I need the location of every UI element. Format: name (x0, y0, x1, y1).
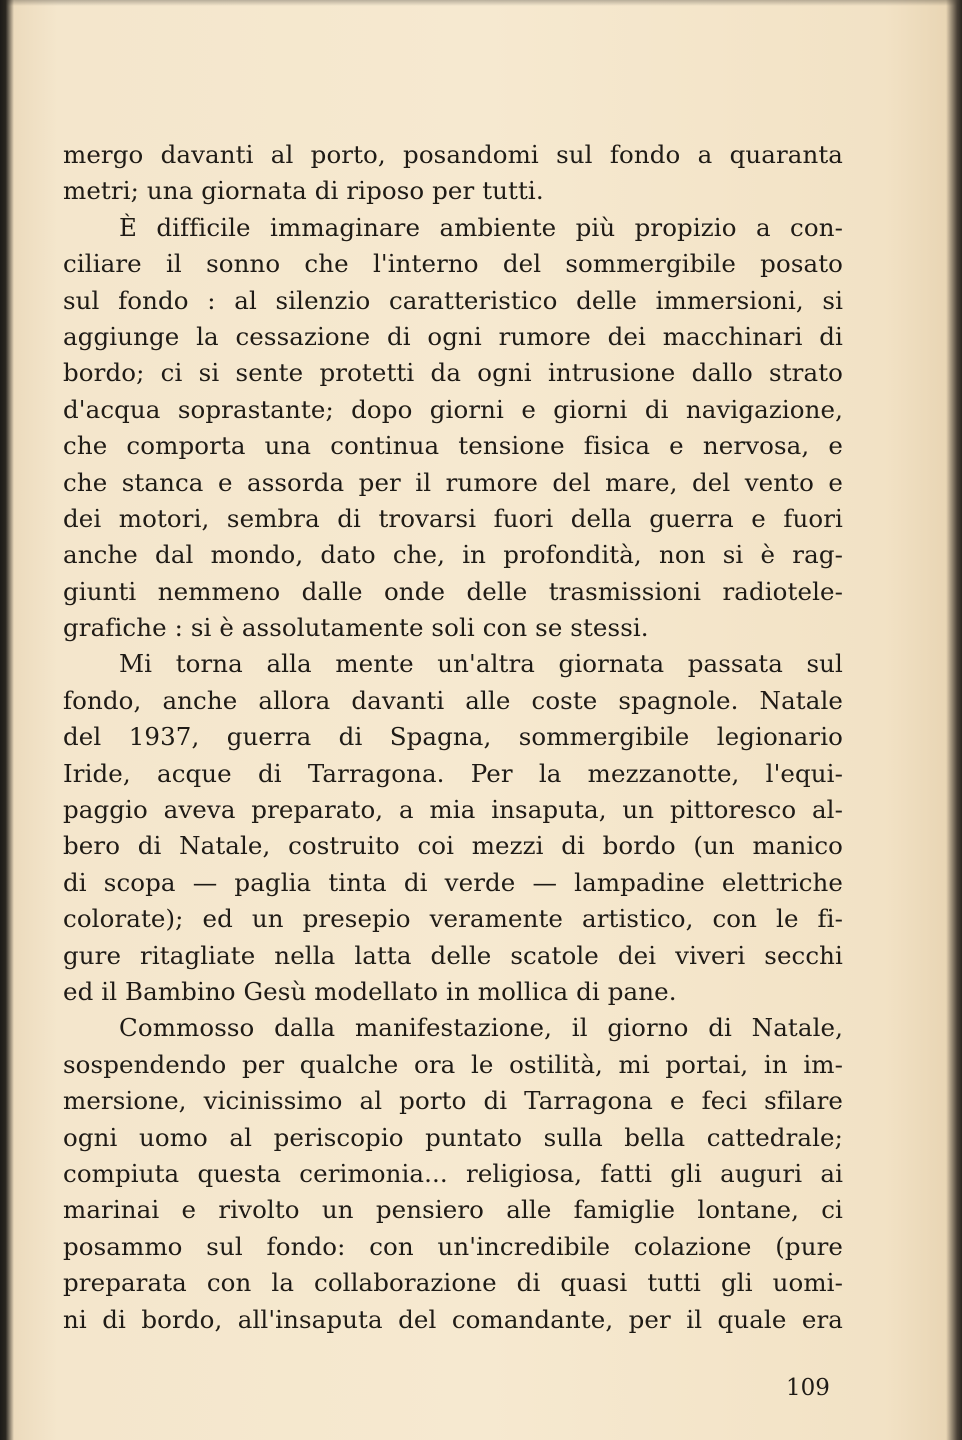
text-line: compiuta questa cerimonia... religiosa, fatti gli auguri ai (63, 1158, 843, 1188)
text-line: È difficile immaginare ambiente più propizio a con- (119, 212, 843, 242)
body-text (63, 137, 843, 1338)
text-line: mergo davanti al porto, posandomi sul fondo a quaranta (63, 140, 843, 169)
text-line: bordo; ci si sente protetti da ogni intrusione dallo strato (63, 358, 843, 388)
text-line: giunti nemmeno dalle onde delle trasmissioni radiotele- (63, 576, 843, 606)
text-line: Mi torna alla mente un'altra giornata passata sul (119, 649, 843, 679)
text-line: ni di bordo, all'insaputa del comandante, per il quale era (63, 1304, 843, 1334)
text-line: di scopa — paglia tinta di verde — lampadine elettriche (63, 867, 843, 897)
text-line: aggiunge la cessazione di ogni rumore dei macchinari di (63, 321, 843, 351)
page-top-edge (0, 0, 962, 6)
text-line: ogni uomo al periscopio puntato sulla bella cattedrale; (63, 1122, 843, 1152)
text-line: ciliare il sonno che l'interno del sommergibile posato (63, 249, 843, 279)
text-line: mersione, vicinissimo al porto di Tarragona e feci sfilare (63, 1086, 843, 1116)
text-line: anche dal mondo, dato che, in profondità, non si è rag- (63, 540, 843, 570)
text-line: bero di Natale, costruito coi mezzi di bordo (un manico (63, 831, 843, 861)
text-line: dei motori, sembra di trovarsi fuori della guerra e fuori (63, 503, 843, 533)
text-line: Iride, acque di Tarragona. Per la mezzanotte, l'equi- (63, 758, 843, 788)
text-line: metri; una giornata di riposo per tutti. (63, 176, 544, 206)
page-right-shadow (946, 0, 962, 1440)
text-line: fondo, anche allora davanti alle coste spagnole. Natale (63, 685, 843, 715)
text-line: ed il Bambino Gesù modellato in mollica di pane. (63, 976, 677, 1006)
text-line: Commosso dalla manifestazione, il giorno di Natale, (119, 1013, 843, 1043)
text-line: paggio aveva preparato, a mia insaputa, un pittoresco al- (63, 795, 843, 825)
text-line: del 1937, guerra di Spagna, sommergibile legionario (63, 722, 843, 752)
text-line: sul fondo : al silenzio caratteristico delle immersioni, si (63, 285, 843, 315)
text-line: d'acqua soprastante; dopo giorni e giorni di navigazione, (63, 394, 843, 424)
text-line: posammo sul fondo: con un'incredibile colazione (pure (63, 1231, 843, 1261)
text-line: gure ritagliate nella latta delle scatole dei viveri secchi (63, 940, 843, 970)
text-line: grafiche : si è assolutamente soli con se stessi. (63, 613, 649, 643)
text-line: preparata con la collaborazione di quasi tutti gli uomi- (63, 1268, 843, 1298)
text-line: che stanca e assorda per il rumore del mare, del vento e (63, 467, 843, 497)
text-line: marinai e rivolto un pensiero alle famiglie lontane, ci (63, 1195, 843, 1225)
text-line: sospendendo per qualche ora le ostilità, mi portai, in im- (63, 1049, 843, 1079)
text-line: colorate); ed un presepio veramente artistico, con le fi- (63, 904, 843, 934)
text-line: che comporta una continua tensione fisica e nervosa, e (63, 431, 843, 461)
page-left-shadow (0, 0, 14, 1440)
page-number: 109 (786, 1375, 830, 1401)
